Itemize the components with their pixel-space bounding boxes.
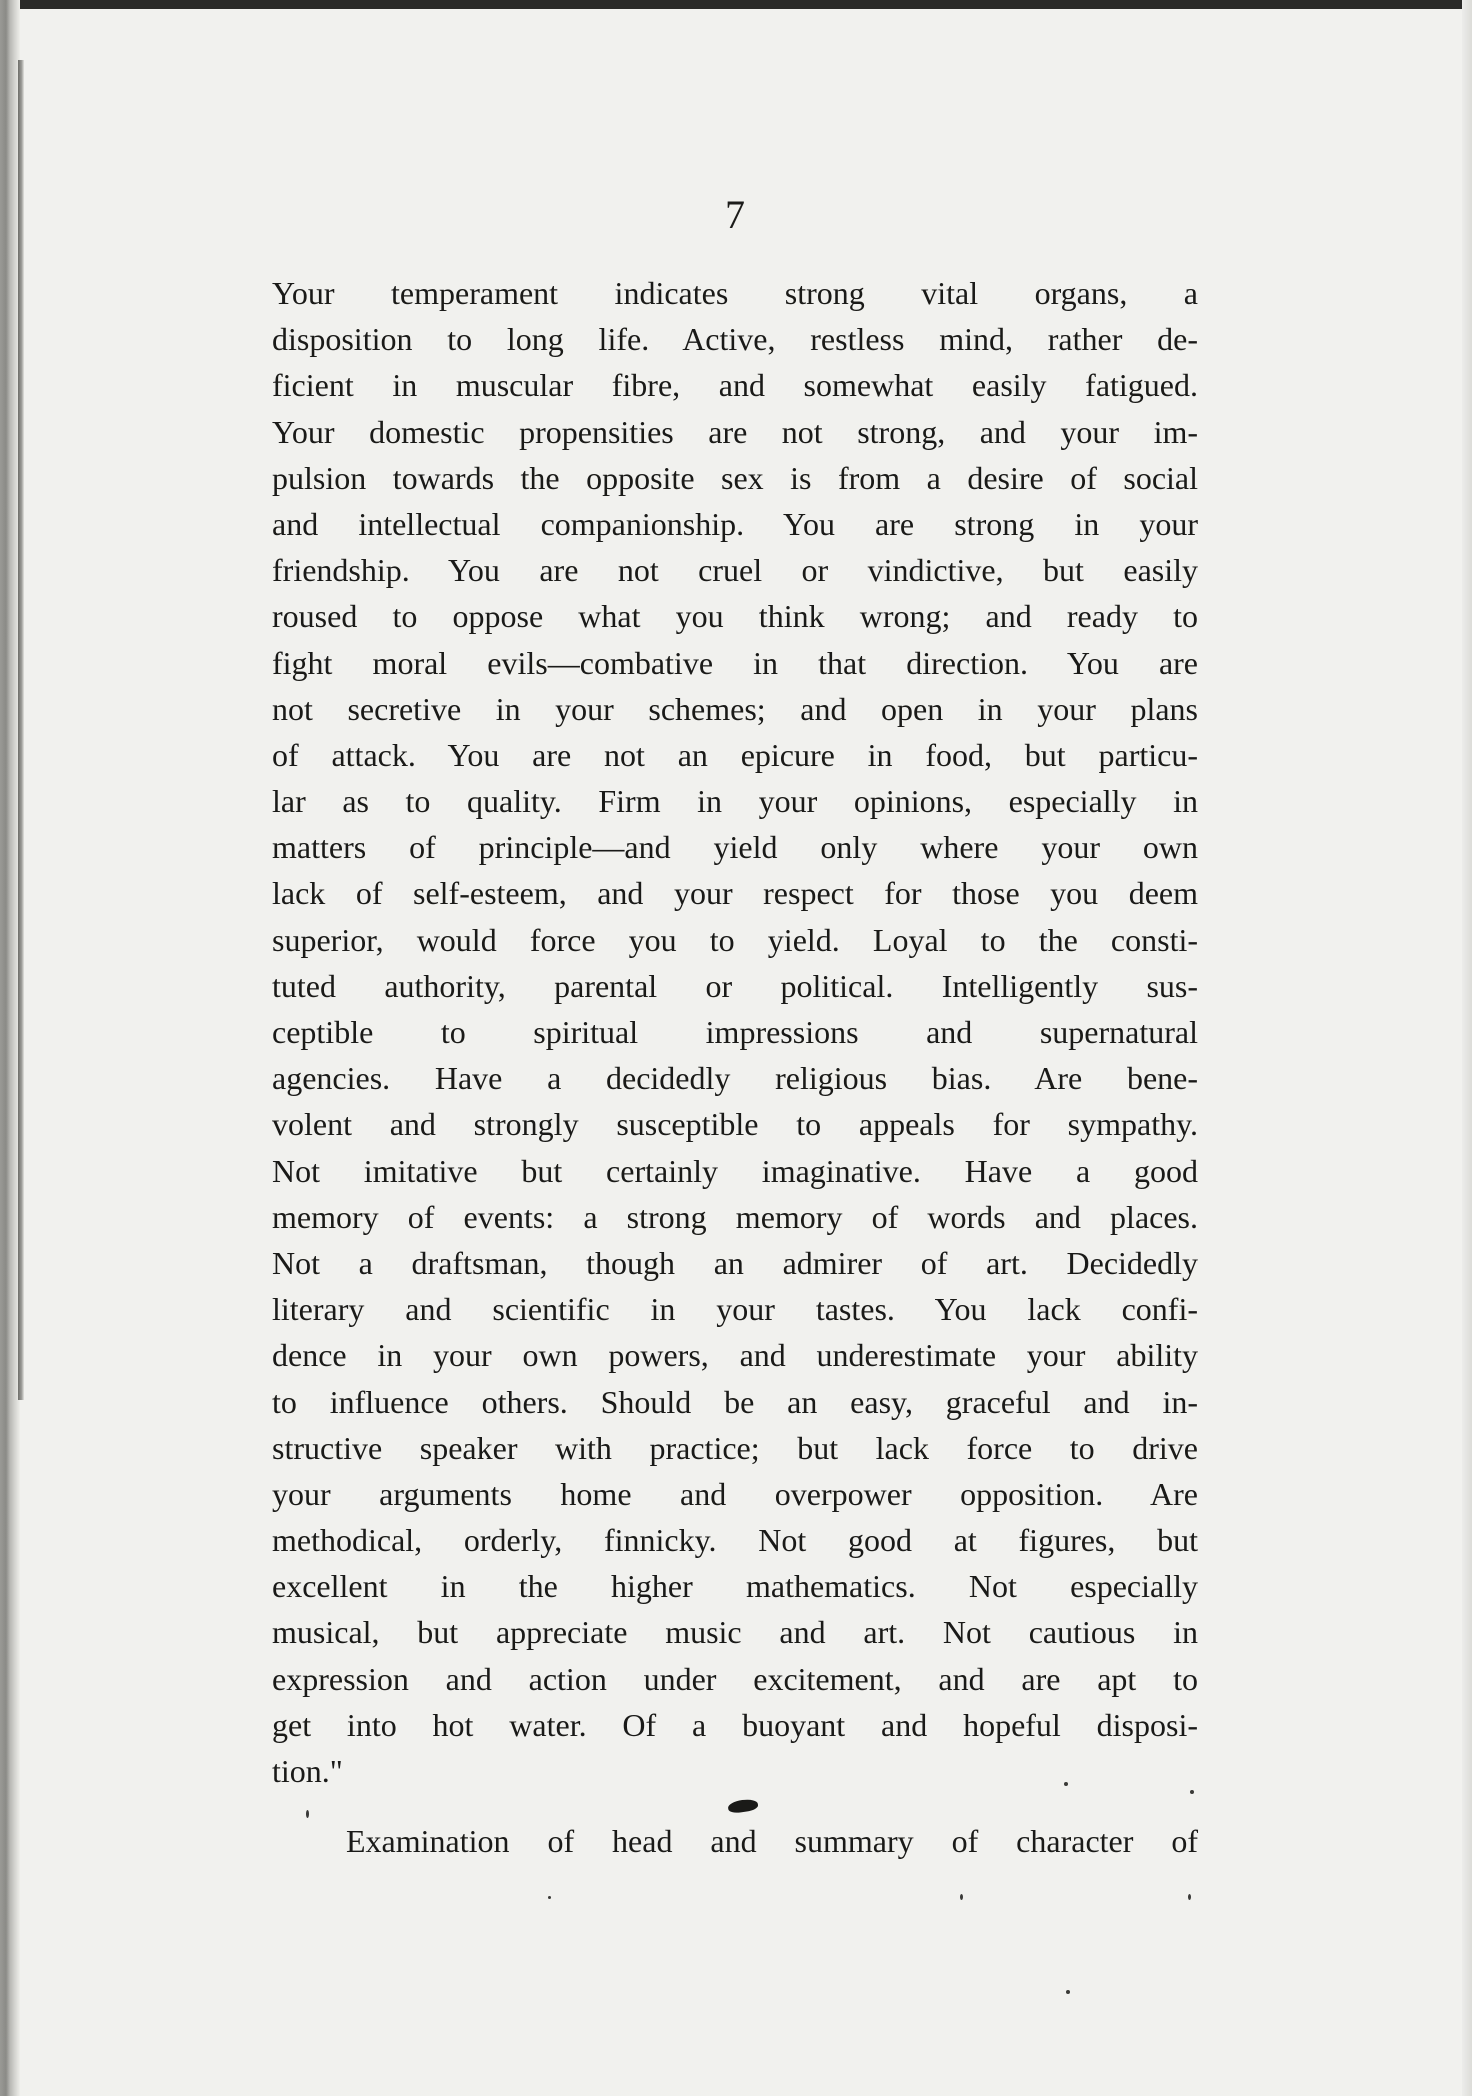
text-line: Not imitative but certainly imaginative. Have a good (272, 1152, 1198, 1189)
text-line: not secretive in your schemes; and open in your plans (272, 690, 1198, 727)
text-line: to influence others. Should be an easy, graceful and in- (272, 1383, 1198, 1420)
text-line: friendship. You are not cruel or vindictive, but easily (272, 552, 1198, 589)
text-line: Not a draftsman, though an admirer of art. Decidedly (272, 1244, 1198, 1281)
text-line: lack of self-esteem, and your respect for those you deem (272, 875, 1198, 912)
ink-speck (548, 1896, 551, 1899)
text-line: excellent in the higher mathematics. Not especially (272, 1568, 1198, 1605)
text-line: and intellectual companionship. You are strong in your (272, 505, 1198, 542)
ink-speck (1190, 1790, 1194, 1794)
text-line: structive speaker with practice; but lack force to drive (272, 1429, 1198, 1466)
text-line: your arguments home and overpower opposition. Are (272, 1475, 1198, 1512)
ink-speck (960, 1894, 963, 1900)
scan-right-border (1462, 0, 1472, 2096)
text-line: Your temperament indicates strong vital organs, a (272, 275, 1198, 311)
text-line: memory of events: a strong memory of words and places. (272, 1198, 1198, 1235)
text-line: dence in your own powers, and underestimate your ability (272, 1337, 1198, 1374)
ink-speck (306, 1810, 309, 1818)
text-line: tuted authority, parental or political. Intelligently sus- (272, 967, 1198, 1004)
body-text (272, 270, 1198, 1794)
text-line: literary and scientific in your tastes. You lack confi- (272, 1291, 1198, 1328)
text-line: lar as to quality. Firm in your opinions, especially in (272, 783, 1198, 820)
text-line: agencies. Have a decidedly religious bias. Are bene- (272, 1060, 1198, 1097)
text-line: of attack. You are not an epicure in food, but particu- (272, 736, 1198, 773)
text-line: tion." (272, 1753, 343, 1789)
text-line: methodical, orderly, finnicky. Not good at figures, but (272, 1522, 1198, 1559)
text-line: matters of principle—and yield only where your own (272, 829, 1198, 866)
text-line: disposition to long life. Active, restless mind, rather de- (272, 321, 1198, 358)
ink-speck (1188, 1894, 1191, 1900)
text-line: roused to oppose what you think wrong; and ready to (272, 598, 1198, 635)
text-line: ficient in muscular fibre, and somewhat easily fatigued. (272, 367, 1198, 404)
text-line: expression and action under excitement, and are apt to (272, 1660, 1198, 1697)
text-line: fight moral evils—combative in that direction. You are (272, 644, 1198, 681)
scan-left-border (0, 0, 20, 2096)
text-line: superior, would force you to yield. Loyal to the consti- (272, 921, 1198, 958)
ink-speck (1066, 1990, 1070, 1994)
binding-shadow (18, 60, 24, 1400)
text-line: volent and strongly susceptible to appeals for sympathy. (272, 1106, 1198, 1143)
text-line: ceptible to spiritual impressions and supernatural (272, 1014, 1198, 1050)
ink-smudge (727, 1798, 758, 1814)
text-line: musical, but appreciate music and art. Not cautious in (272, 1614, 1198, 1651)
page-number: 7 (725, 192, 745, 237)
text-line: get into hot water. Of a buoyant and hopeful disposi- (272, 1706, 1198, 1743)
next-paragraph-start: Examination of head and summary of character of (346, 1823, 1198, 1859)
text-line: Your domestic propensities are not strong, and your im- (272, 413, 1198, 450)
text-line: pulsion towards the opposite sex is from a desire of social (272, 459, 1198, 496)
ink-speck (1064, 1782, 1068, 1786)
scan-top-border (0, 0, 1472, 9)
